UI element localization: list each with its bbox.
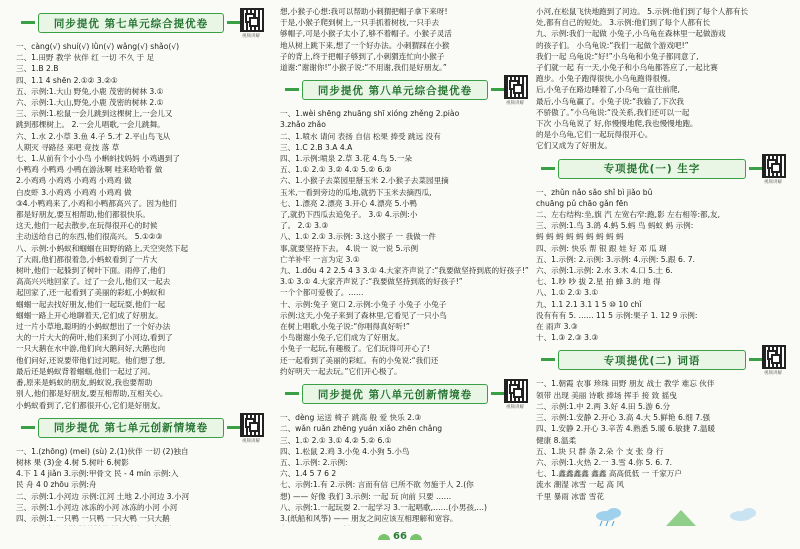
answer-line: 二、示例:1.小河边 示例:江河 土地 2.小河边 3.小河 xyxy=(16,491,190,501)
answer-line: 六、示例:1.大山,野兔,小鹿 茂密的树林 2.① xyxy=(16,98,164,108)
answer-line: 小鸭鸡 小鸭鸡 小鸭在游泳啊 哇来哈哈着 做 xyxy=(16,165,163,175)
section-header xyxy=(16,413,266,443)
answer-line: 不骄傲了。”小乌龟说:“没关系,我们还可以一起 xyxy=(536,107,690,117)
answer-line: 十、示例:兔子 宽口 2.示例:小兔子 小兔子 小兔子 xyxy=(280,299,447,309)
answer-line: 六、1.水 2.小草 3.鱼 4.子 5.才 2.平山鸟飞从 xyxy=(16,131,171,141)
answer-line: 五、1.示例: 2.示例: 3.示例: 4.示例: 5.跟 6. 7. xyxy=(536,254,695,264)
answer-line: 一、1.wèi shēng zhuāng shī xióng zhěng 2.piào xyxy=(280,109,460,119)
answer-line xyxy=(280,524,530,526)
answer-line: 最后还是蚂蚁背着蝈蝈,他们一起过了河。 xyxy=(16,366,156,376)
answer-line: 八、示例:1.一起玩耍 2.一起学习 3.一起唱歌,……(小男孩,…) xyxy=(280,502,487,512)
qr-caption: 视频讲解 xyxy=(506,405,524,411)
section-title: 专项提优(一) 生字 xyxy=(558,159,746,179)
answer-line: 3.zhǎo zhǎo xyxy=(280,120,326,130)
answer-line: 四、1.1 4 shēn 2.①② 3.②① xyxy=(16,75,118,85)
answer-line: 了。 2.① 3.③ xyxy=(280,221,329,231)
answer-line: 玉米,一看到旁边的瓜地,就扔下玉米去摘西瓜, xyxy=(280,187,432,197)
answer-line: 没有有有 5. …… 11 5 示例:果子 1. 12 9 示例: xyxy=(536,310,698,320)
answer-line: 都是好朋友,要互相帮助,他们都很快乐。 xyxy=(16,210,150,220)
qr-code-icon xyxy=(240,8,264,32)
answer-line: 示例:这天,小兔子来到了森林里,它看见了一只小鸟 xyxy=(280,310,447,320)
qr-caption: 视频讲解 xyxy=(764,371,782,377)
answer-line: 蚂 蚂 蚂 蚂 蚂 蚂 蚂 蚂 蚂 xyxy=(536,232,624,242)
answer-line: 七、1.从前有个小小鸟 小蝌蚪找妈妈 小鸡遇到了 xyxy=(16,154,180,164)
answer-line: 八、1.① 2.① 3.示例: 3.这小猴子 一 我做一件 xyxy=(280,232,436,242)
answer-line: 领带 出现 美丽 诗歌 捧场 挥手 接 致 摇曳 xyxy=(536,390,677,400)
answer-line: 主动送给自己的东西,他们很高兴。 5.①②③ xyxy=(16,232,163,242)
answer-line: 六、示例:1.火热 2.一 3.雪 4.你 5. 6. 7. xyxy=(536,457,673,467)
answer-line: 三、示例:1.鸟 3.鸽 4.蚂 5.蚂 鸟 蚂蚁 蚂 示例: xyxy=(536,221,694,231)
column-right xyxy=(536,6,788,526)
section-title: 同步提优 第七单元综合提优卷 xyxy=(38,13,224,33)
answer-line: 蝈蝈一路上开心地聊着天,它们成了好朋友。 xyxy=(16,310,163,320)
answer-line: 3.(纸船和风筝) —— 朋友之间应该互相理解和宽容。 xyxy=(280,513,458,523)
answer-line: 二、示例:1.中 2.两 3.好 4.田 5.游 6.分 xyxy=(536,401,671,411)
answer-line: 九、示例:我们一起做 小兔子,小乌龟在森林里一起做游戏 xyxy=(536,29,726,39)
answer-line: 六、示例:1.示例: 2.水 3.木 4.口 5.土 6. xyxy=(536,266,673,276)
answer-line: 过一片小草地,聪明的小蚂蚁想出了一个好办法 xyxy=(16,322,171,332)
answer-line: 八、1.① 2.① 3.① xyxy=(536,288,599,298)
answer-line: 流水 潮湿 冰雪 一起 高 风 xyxy=(536,480,625,490)
section-title: 同步提优 第七单元创新情境卷 xyxy=(38,418,224,438)
answer-line: 小鸟谢谢小兔子,它们成为了好朋友。 xyxy=(280,333,404,343)
answer-line: 子的背上,终于把帽子够到了,小刺猬连忙向小猴子 xyxy=(280,51,445,61)
answer-line: 五、1.块 只 群 条 2.朵 个 支 张 身 行 xyxy=(536,446,664,456)
answer-line: 三、示例:1.小河边 冰冻的小河 冰冻的小河 小河 xyxy=(16,502,178,512)
answer-line: 二、1.田野 教学 伙伴 红 一切 不久 于 足 xyxy=(16,53,155,63)
answer-line: 小兔子一起玩,有趣极了。它们玩得可开心了! xyxy=(280,344,430,354)
answer-line: 三、1.B 2.B xyxy=(16,64,59,74)
answer-line: 树林 果 (3)金 4.树 5.树叶 6.树影 xyxy=(16,457,129,467)
answer-line: 四、1.示例:喷泉 2.草 3.花 4.鸟 5.一朵 xyxy=(280,154,412,164)
answer-line: 约好明天一起去玩。”它们开心极了。 xyxy=(280,366,402,376)
leaf-icon xyxy=(410,534,422,540)
answer-line: 地从树上跳下来,想了一个好办法。小刺猬踩在小猴 xyxy=(280,40,450,50)
answer-line: 二、wǎn ruǎn zhēng yuán xiǎo zhēn chǎng xyxy=(280,424,443,434)
column-middle xyxy=(280,6,530,526)
answer-line: 在树上唱歌,小兔子说:“你唱得真好听!” xyxy=(280,322,410,332)
answer-line: 九、1.1 2.1 3.1 1 5 ⑩ 10 chǐ xyxy=(536,299,642,309)
qr-caption: 视频讲解 xyxy=(242,438,260,444)
section-header xyxy=(536,154,788,184)
answer-line: 这天,他们一起去散步,在玩得很开心的时候 xyxy=(16,221,158,231)
answer-line: 番,原来是蚂蚁的朋友,蚂蚁说,我也要帮助 xyxy=(16,378,153,388)
answer-line: 一、1.(zhōng) (mei) (sù) 2.(1)伙伴 一切 (2)独自 xyxy=(16,446,189,456)
answer-line: 最后,小乌龟赢了。小兔子说:“我输了,下次我 xyxy=(536,96,685,106)
answer-line: 四、示例:1.一只鸭 一只鸭 一只大鸭 一只大鹅 xyxy=(16,513,170,523)
answer-line: 三、示例:1.安静 2.开心 3.高 4.大 5.鲜艳 6.细 7.强 xyxy=(536,413,711,423)
answer-line: 民 舟 4 0 zhōu 示例:舟 xyxy=(16,480,97,490)
answer-line: 了,就扔下西瓜去追兔子。 3.① 4.示例:小 xyxy=(280,210,418,220)
answer-line xyxy=(16,524,266,526)
leaf-icon xyxy=(378,534,390,540)
answer-line: 我们一起 乌龟说:“好!”小乌龟和小兔子都同意了, xyxy=(536,51,699,61)
answer-line: 够帽子,可是小猴子太小了,够不着帽子。小猴子灵活 xyxy=(280,29,452,39)
qr-caption: 视频讲解 xyxy=(242,34,260,39)
answer-line: 想,小猴子心想:我可以帮助小刺猬把帽子拿下来呀! xyxy=(280,7,448,16)
answer-line: 七、1.漂亮 2.漂亮 3.开心 4.漂亮 5.小鸭 xyxy=(280,198,418,208)
weather-strip xyxy=(536,506,788,528)
answer-line: 于是,小猴子爬到树上,一只手抓着树枝,一只手去 xyxy=(280,18,440,28)
answer-line: 在 雨声 3.③ xyxy=(536,322,578,332)
qr-code-icon xyxy=(762,154,786,178)
section-header xyxy=(16,8,266,38)
answer-line: 一、zhǔn nǎo sǎo shǐ bì jiǎo bǔ xyxy=(536,187,653,197)
column-left xyxy=(16,6,266,526)
answer-line: 的孩子们。 小乌龟说:“我们一起做个游戏吧!” xyxy=(536,40,689,50)
answer-line: 千里 暴雨 冰雷 雪花 xyxy=(536,491,604,501)
answer-line: 二、左右结构:坐,旗 汽 左宽右窄:跑,影 左右相等:都,友, xyxy=(536,210,721,220)
answer-line: 子们就一起 有一天,小兔子和小乌龟都答应了,一起比赛 xyxy=(536,63,718,73)
answer-line: 一、càng(√) shuí(√) lǜn(√) wǎng(√) shǎo(√) xyxy=(16,42,180,51)
mountain-icon xyxy=(666,510,696,526)
answer-line: 五、1.示例: 2.示例: xyxy=(280,457,348,467)
answer-line: 四、1.安静 2.开心 3.辛苦 4.熟悉 5.暖 6.敏捷 7.温暖 xyxy=(536,424,716,434)
qr-caption: 视频讲解 xyxy=(764,179,782,185)
section-header xyxy=(280,379,530,409)
page-footer xyxy=(0,531,800,542)
qr-code-icon xyxy=(504,75,528,99)
qr-code-icon xyxy=(762,345,786,369)
answer-line: 五、1.① 2.① 3.② 4.① 5.② 6.② xyxy=(280,165,392,175)
answer-line: 跑步。小兔子跑得很快,小乌龟跑得很慢。 xyxy=(536,74,676,84)
answer-line: 十、1.③ 2.③ 3.③ xyxy=(536,333,599,343)
answer-line: 后,小兔子在路边睡着了,小乌龟一直往前爬, xyxy=(536,85,680,95)
answer-line: 别人,他们都是好朋友,要互相帮助,互相关心。 xyxy=(16,389,168,399)
answer-line: 七、1.吵 吵 拔 2.星 拍 蜂 3.的 地 得 xyxy=(536,277,661,287)
answer-line: 的是小乌龟,它们一起玩得很开心。 xyxy=(536,130,653,140)
qr-code-icon xyxy=(240,413,264,437)
answer-line: 六、1.小猴子去菜园里掰玉米 2.小猴子去菜园里摘 xyxy=(280,176,449,186)
answer-line: 大的一片大大的荷叶,他们来到了小河边,看到了 xyxy=(16,333,173,343)
section-title: 同步提优 第八单元创新情境卷 xyxy=(302,384,488,404)
answer-line: 五、示例:1.大山 野兔,小鹿 茂密的树林 3.① xyxy=(16,86,164,96)
answer-line: 小蚂蚁看到了,它们都很开心,它们是好朋友。 xyxy=(16,400,166,410)
answer-line: 起回家了,还一起看到了美丽的彩虹,小蚂蚁和 xyxy=(16,288,166,298)
section-title: 同步提优 第八单元综合提优卷 xyxy=(302,80,488,100)
answer-line: 白皮虾 3.小鸡鸡 小鸡鸡 小鸡鸡 做 xyxy=(16,187,132,197)
answer-line: 树叶,他们一起躲到了树叶下面。雨停了,他们 xyxy=(16,266,166,276)
answer-line: 想) —— 好像 我们 3.示例: 一起 玩 向前 只要 …… xyxy=(280,491,452,501)
answer-line: 他们问好,还说要带他们过河呢。他们想了想, xyxy=(16,355,166,365)
qr-code-icon xyxy=(504,379,528,403)
section-title: 专项提优(二) 词语 xyxy=(558,350,746,370)
answer-line: 四、1.松鼠 2.鸡 3.小兔 4.小狗 5.小鸟 xyxy=(280,446,410,456)
answer-line: 人期灭 寻路径 来吧 竞技 落 草 xyxy=(16,142,120,152)
answer-line: 二、1.喷水 请问 表扬 自信 松果 捧受 跳远 没有 xyxy=(280,131,441,141)
cloud-icon xyxy=(596,508,621,526)
answer-line: 2.小鸡鸡 小鸡鸡 小鸡鸡 小鸡鸡 做 xyxy=(16,176,132,186)
answer-line: 小河,在松鼠飞快地跑到了河边。 5.示例:他们到了每个人都有长 xyxy=(536,7,749,16)
section-header xyxy=(536,345,788,375)
answer-line: 三、1.① 2.① 3.① 4.② 5.② 6.① xyxy=(280,435,392,445)
answer-line: 一、1.朝霞 农事 珍珠 田野 朋友 战士 教学 难忘 伙伴 xyxy=(536,379,715,389)
answer-line: 3.① 3.① 4.大家齐声说了:“我要做坚持到底的好孩子!” xyxy=(280,277,463,287)
answer-line: 六、1.4 5 7 6 2 xyxy=(280,469,337,479)
answer-line: 蝈蝈一起去找好朋友,他们一起玩耍,他们一起 xyxy=(16,299,166,309)
answer-line: 七、1.鑫鑫鑫鑫 鑫鑫 高高低低 一 千家万户 xyxy=(536,469,682,479)
answer-line: 三、1.C 2.B 3.A 4.A xyxy=(280,142,353,152)
answer-line: 亡羊补牢 一言为定 3.① xyxy=(280,254,360,264)
cloud-icon xyxy=(730,508,756,521)
answer-line: 跳到那棵树上。 2.一会儿唱歌,一会儿跳舞。 xyxy=(16,120,165,130)
answer-line: 事,就要坚持下去。 4.说一 说一说 5.示例 xyxy=(280,243,419,253)
answer-line: 四、示例: 快乐 帮 银 跟 娃 好 邓 瓜 瑚 xyxy=(536,243,667,253)
answer-line: 八、示例:小蚂蚁和蝈蝈在田野的路上,天空突然下起 xyxy=(16,243,189,253)
qr-caption: 视频讲解 xyxy=(506,101,524,107)
answer-line: 它们又成为了好朋友。 xyxy=(536,141,612,151)
answer-line: 下次 小乌龟说了 好,你慢慢地爬,我也慢慢地跑。 xyxy=(536,119,698,129)
answer-line: 4.下 1 4 jiǎn 3.示例:甲骨文 民 - 4 mín 示例:入 xyxy=(16,469,179,479)
answer-line: 一个个都可爱极了。…… xyxy=(280,288,364,298)
answer-line: 一、dèng 运送 椅子 跳高 般 爱 快乐 2.③ xyxy=(280,413,422,423)
answer-line: 七、示例:1.有 2.示例: 言而有信 已所不欲 勿施于人 2.(你 xyxy=(280,480,474,490)
answer-line: 道谢:“谢谢你!”小猴子说:“不用谢,我们是好朋友。” xyxy=(280,63,447,73)
answer-line: 高高兴兴地回家了。过了一会儿,他们又一起去 xyxy=(16,277,171,287)
page-number: 66 xyxy=(393,531,407,542)
answer-line: chuāng pǔ chāo gǎn fēn xyxy=(536,198,629,208)
answer-line: 三、示例:1.松鼠一会儿跳到这棵树上,一会儿又 xyxy=(16,109,173,119)
answer-line: 九、1.dǒu 4 2 2.5 4 3 3.① 4.大家齐声说了:“我要做坚持到底的好孩子!” xyxy=(280,266,529,276)
answer-line: 还一起看到了美丽的彩虹。有的小兔说:“我们还 xyxy=(280,355,439,365)
answer-line: 了大雨,他们都很着急,小蚂蚁看到了一片大 xyxy=(16,254,158,264)
answer-line: 健康 8.温柔 xyxy=(536,435,577,445)
answer-line: ③4.小鸭鸡来了,小鸡和小鸭都高兴了。因为他们 xyxy=(16,198,177,208)
answer-line: 一只大鹅在水中游,他们向大鹅问好,大鹅也向 xyxy=(16,344,166,354)
answer-line: 处,都有自己的短处。 3.示例:他们到了每个人都有长 xyxy=(536,18,711,28)
section-header xyxy=(280,75,530,105)
